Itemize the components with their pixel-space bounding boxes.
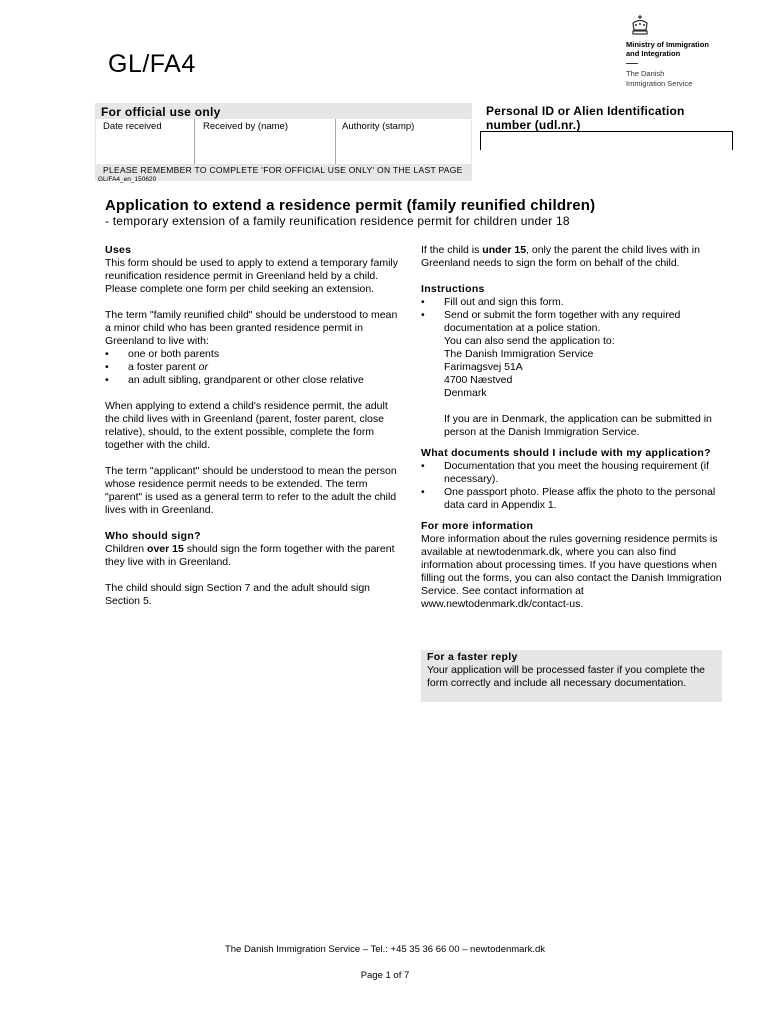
list-item: • Fill out and sign this form. <box>421 296 726 309</box>
sections-text: The child should sign Section 7 and the adult should sign Section 5. <box>105 582 371 607</box>
list-item: • Send or submit the form together with any required documentation at a police station. You can also send the application to: The Danish Immigration Service Farimagsvej 51A 4700 Næstved Denmark <box>421 309 726 400</box>
official-use-title: For official use only <box>101 105 221 119</box>
version-code: GL/FA4_en_150620 <box>98 176 157 183</box>
page-number: Page 1 of 7 <box>360 970 410 981</box>
instructions-list <box>421 296 726 400</box>
list-item: • one or both parents <box>105 348 405 361</box>
footer-contact: The Danish Immigration Service – Tel.: +45 35 36 66 00 – newtodenmark.dk <box>224 944 546 955</box>
official-use-fields <box>96 119 471 164</box>
sign-text: Children over 15 should sign the form together with the parent they live with in Greenland. <box>105 543 395 568</box>
ministry-name: Ministry of Immigration and Integration <box>626 40 709 58</box>
personal-id-input[interactable] <box>480 131 733 150</box>
sign-heading: Who should sign? <box>105 530 201 542</box>
crown-icon <box>630 14 650 36</box>
official-use-box <box>95 103 472 181</box>
list-item: • One passport photo. Please affix the photo to the personal data card in Appendix 1. <box>421 486 726 512</box>
address-line: The Danish Immigration Service <box>444 348 594 360</box>
service-name: The Danish Immigration Service <box>626 69 693 88</box>
personal-id-label: Personal ID or Alien Identification number (udl.nr.) <box>486 104 685 132</box>
received-by-field[interactable]: Received by (name) <box>203 121 289 132</box>
list-item: • Documentation that you meet the housing requirement (if necessary). <box>421 460 726 486</box>
under-15-text: If the child is under 15, only the parent the child lives with in Greenland needs to sign the form on behalf of the child. <box>421 244 700 269</box>
faster-heading: For a faster reply <box>427 651 518 663</box>
extend-text: When applying to extend a child's residence permit, the adult the child lives with in Greenland (parent, foster parent, close relative), should, to the extent possible, complete the form together with the child. <box>105 400 388 451</box>
page-subtitle: - temporary extension of a family reunification residence permit for children under 18 <box>105 214 570 228</box>
list-item: • a foster parent or <box>105 361 405 374</box>
authority-stamp-field[interactable]: Authority (stamp) <box>342 121 415 132</box>
form-code: GL/FA4 <box>108 50 196 78</box>
instructions-heading: Instructions <box>421 283 485 295</box>
relationship-list <box>105 348 405 387</box>
left-column <box>105 244 405 608</box>
field-divider <box>335 119 336 164</box>
applicant-text: The term "applicant" should be understood to mean the person whose residence permit needs to be extended. The term "parent" is used as a general term to refer to the adult the child lives with in Greenland. <box>105 465 397 516</box>
list-item: • an adult sibling, grandparent or other close relative <box>105 374 405 387</box>
address-line: 4700 Næstved <box>444 374 513 386</box>
field-divider <box>194 119 195 164</box>
more-info-text: More information about the rules governing residence permits is available at newtodenmark.dk, where you can also find information about processing times. If you have questions when filling out the forms, you can also contact the Danish Immigration Service. See contact information at www.newtodenmark.dk/contact-us. <box>421 533 722 610</box>
right-column <box>421 244 726 611</box>
uses-heading: Uses <box>105 244 132 256</box>
official-use-reminder: PLEASE REMEMBER TO COMPLETE 'FOR OFFICIAL USE ONLY' ON THE LAST PAGE <box>103 165 463 175</box>
date-received-field[interactable]: Date received <box>103 121 162 132</box>
uses-text: This form should be used to apply to extend a temporary family reunification residence permit in Greenland held by a child. Please complete one form per child seeking an extension. <box>105 257 398 295</box>
faster-reply-box <box>421 650 722 702</box>
more-info-heading: For more information <box>421 520 534 532</box>
page-title: Application to extend a residence permit (family reunified children) <box>105 197 596 214</box>
denmark-text: If you are in Denmark, the application can be submitted in person at the Danish Immigration Service. <box>444 413 712 438</box>
documents-list <box>421 460 726 512</box>
logo-divider <box>626 63 638 64</box>
documents-heading: What documents should I include with my application? <box>421 447 711 459</box>
address-line: Farimagsvej 51A <box>444 361 523 373</box>
faster-text: Your application will be processed faster if you complete the form correctly and include all necessary documentation. <box>427 664 706 689</box>
term-text: The term "family reunified child" should be understood to mean a minor child who has been granted residence permit in Greenland to live with: <box>105 309 398 347</box>
address-line: Denmark <box>444 387 487 399</box>
